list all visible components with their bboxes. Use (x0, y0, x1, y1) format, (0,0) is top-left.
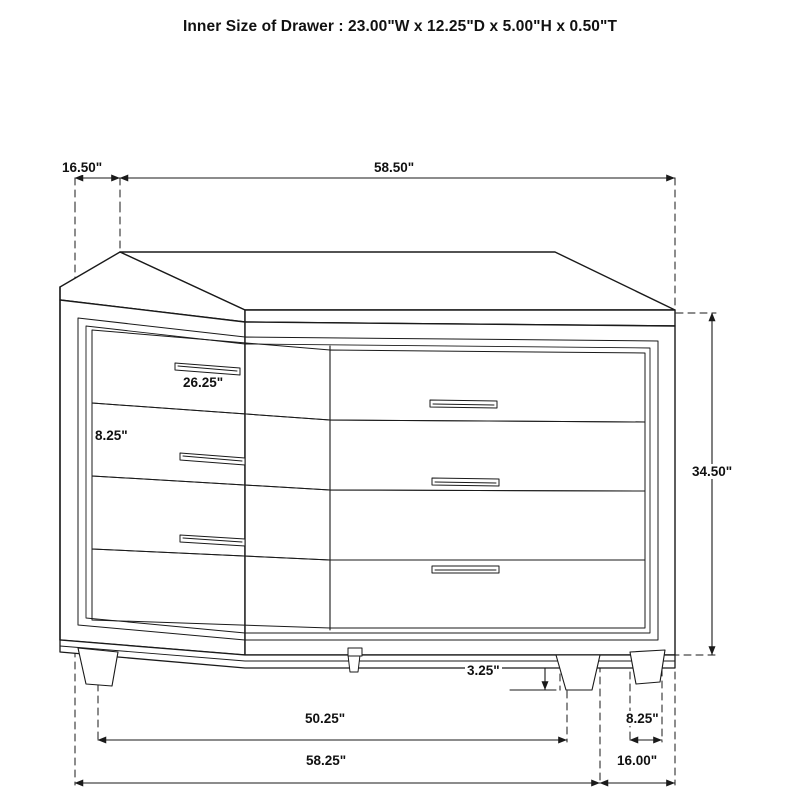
dim-label-leg-height: 3.25" (467, 663, 500, 678)
dim-label-leg-depth: 8.25" (626, 711, 659, 726)
dim-label-base-width: 58.25" (306, 753, 347, 768)
dim-label-total-height: 34.50" (692, 464, 733, 479)
dim-label-base-depth: 16.00" (617, 753, 658, 768)
dim-label-drawer-width: 26.25" (183, 375, 224, 390)
dim-label-leg-span-width: 50.25" (305, 711, 346, 726)
dim-label-drawer-height: 8.25" (95, 428, 128, 443)
page-title: Inner Size of Drawer : 23.00"W x 12.25"D x 5.00"H x 0.50"T (182, 18, 618, 35)
dim-label-width-top: 58.50" (374, 160, 415, 175)
dim-label-depth-top: 16.50" (62, 160, 103, 175)
